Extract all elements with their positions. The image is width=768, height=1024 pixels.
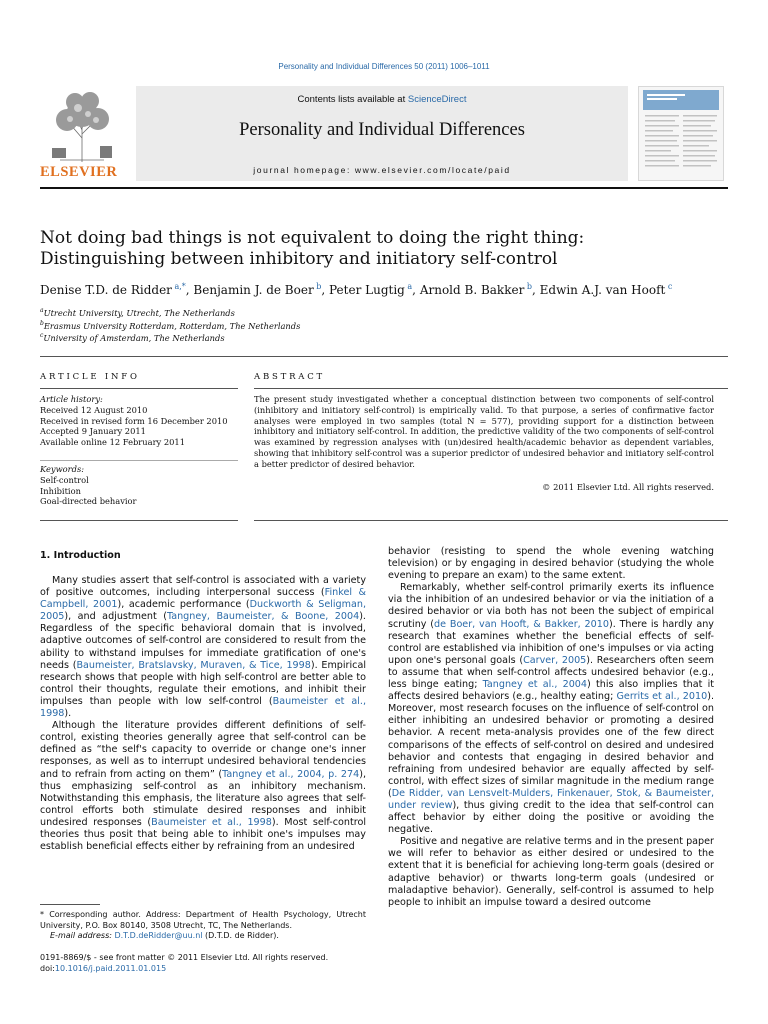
header-rule [40,187,728,189]
author-name: Peter Lugtig [329,283,405,297]
author-affiliation-mark[interactable]: a [404,282,413,291]
history-list [40,405,240,448]
email-label: E-mail address: [50,931,115,940]
paper-title-line-1: Not doing bad things is not equivalent to doing the right thing: [40,228,585,248]
journal-citation[interactable]: Personality and Individual Differences 50 (2011) 1006–1011 [278,62,490,71]
affiliation-text: University of Amsterdam, The Netherlands [43,332,225,343]
sciencedirect-link[interactable]: ScienceDirect [407,94,467,105]
author-affiliation-mark[interactable]: a,* [171,282,186,291]
issn-line: 0191-8869/$ - see front matter © 2011 Elsevier Ltd. All rights reserved. [40,953,329,962]
history-item: Available online 12 February 2011 [40,437,185,448]
citation-link[interactable]: Finkel & Campbell, 2001 [40,587,366,611]
author-separator: , [531,283,540,297]
article-info-heading: ARTICLE INFO [40,372,140,382]
text-run: ). Empirical research shows that people with high self-control are better able to control their thoughts, regulate their emotions, and inhibit their impulses than people with low self-control ( [40,659,366,707]
keywords-block [40,464,240,507]
text-run: ). [64,708,72,720]
author-separator: , [412,283,420,297]
affiliation-item [40,331,440,344]
elsevier-wordmark: ELSEVIER [40,164,118,180]
paper-title-line-2: Distinguishing between inhibitory and initiatory self-control [40,249,558,269]
email-suffix: (D.T.D. de Ridder). [202,931,279,940]
keyword-item: Self-control [40,474,89,485]
paper-title [40,228,730,270]
citation-link[interactable]: Tangney, Baumeister, & Boone, 2004 [166,611,360,623]
footnote-rule [40,904,100,905]
affiliation-text: Utrecht University, Utrecht, The Netherlands [43,307,235,318]
abstract-copyright: © 2011 Elsevier Ltd. All rights reserved. [542,482,714,492]
citation-link[interactable]: Gerrits et al., 2010 [616,691,708,703]
affiliation-item [40,319,440,332]
text-run: ). Moreover, most research focuses on the influence of self-control on either inhibiting an undesired behavior or promoting a desired behavior. A recent meta-analysis provides one of the few direct comparisons of the effects of self-control on desired and undesired behavior and contests that engaging in desired behavior and refraining from undesired behavior are equally affected by self-control, with effect sizes of similar magnitude in the medium range ( [388,691,714,799]
author-affiliation-mark[interactable]: b [524,282,532,291]
keyword-item: Goal-directed behavior [40,496,137,507]
footnote-body [40,910,366,931]
text-run: ). There is hardly any research that examines whether the beneficial effects of self-control are established via inhibition of one's impulses or via acting upon one's personal goals ( [388,618,714,666]
history-item: Accepted 9 January 2011 [40,426,146,437]
citation-link[interactable]: Tangney et al., 2004 [482,679,588,691]
journal-homepage[interactable]: journal homepage: www.elsevier.com/locate/paid [253,165,511,175]
author-separator: , [185,283,194,297]
abstract-bottom-rule [254,520,728,521]
introduction-heading: 1. Introduction [40,550,121,561]
paragraph [388,836,714,909]
affiliation-text: Erasmus University Rotterdam, Rotterdam, The Netherlands [43,320,301,331]
author-affiliation-mark[interactable]: c [665,282,673,291]
bottom-info [40,953,366,974]
paragraph [40,720,366,853]
right-column [388,546,714,909]
author-affiliation-mark[interactable]: b [313,282,322,291]
text-run: Positive and negative are relative terms and in the present paper we will refer to behavior as either desired or undesired to the extent that it is beneficial for achieving long-term goals (desired or adaptive behavior) or thwarts long-term goals (undesired or maladaptive behavior). Generally, self-control is assumed to help people to inhibit an impulse toward a desired outcome [388,836,714,908]
text-run: ). Regardless of the specific behavioral domain that is involved, adaptive outcomes of self-control are considered to result from the ability to withstand impulses for immediate gratification of one's needs ( [40,611,366,671]
journal-title: Personality and Individual Differences [239,120,525,140]
paragraph [40,575,366,720]
affiliation-mark: b [40,319,44,327]
footnote [40,910,366,942]
abstract-text: The present study investigated whether a conceptual distinction between two components of self-control (inhibitory and initiatory self-control) is empirically valid. To that purpose, a series of confirmative factor analyses were employed in two samples (total N = 577), providing support for a distinction between inhibitory and initiatory self-control. In addition, the predictive validity of the two components of self-control was examined by regression analyses with (un)desired health/academic behavior as dependent variables, showing that inhibitory self-control was a superior predictor of undesired behavior and initiatory self-control a better predictor of desired behavior. [254,394,714,469]
citation-link[interactable]: de Boer, van Hooft, & Bakker, 2010 [434,618,609,630]
journal-cover-thumbnail-icon [638,86,724,181]
text-run: ), thus emphasizing self-control as an inhibitory mechanism. Notwithstanding this emphasis, the literature also agrees that self-control efforts both stimulate desired responses and inhibit undesired responses ( [40,768,366,828]
keywords-label: Keywords: [40,464,85,474]
text-run: ), and adjustment ( [64,611,167,623]
doi-prefix: doi: [40,963,55,973]
text-run: ). Researchers often seem to assume that when self-control affects undesired behavior (e.g., less binge eating; [388,654,715,691]
affiliation-list [40,306,440,344]
footnote-mark: * [40,910,44,919]
abstract-heading: ABSTRACT [254,372,325,382]
author-name: Arnold B. Bakker [419,283,525,297]
author-list [40,282,730,297]
text-run: ) this also implies that it affects desired behaviors (e.g., healthy eating; [388,679,714,703]
paragraph [388,546,714,582]
doi-link[interactable]: 10.1016/j.paid.2011.01.015 [54,963,167,973]
keyword-item: Inhibition [40,485,81,496]
text-run: ). Most self-control theories thus posit that being able to inhibit one's impulses may establish beneficial effects either by refraining from an undesired [40,816,366,853]
citation-link[interactable]: Tangney et al., 2004, p. 274 [222,768,360,780]
history-item: Received in revised form 16 December 2010 [40,415,228,426]
text-run: ), academic performance ( [117,599,250,611]
article-info-bottom-rule [40,520,238,521]
citation-link[interactable]: Baumeister, Bratslavsky, Muraven, & Tice, 1998 [76,659,311,671]
footnote-text: Corresponding author. Address: Department of Health Psychology, Utrecht University, P.O. Box 80140, 3508 Utrecht, TC, The Netherlands. [40,910,366,930]
text-run: Remarkably, whether self-control primarily exerts its influence via the inhibition of an undesired behavior or via the initiation of a desired behavior or via both has not been the subject of empirical scrutiny ( [388,582,714,630]
citation-link[interactable]: Duckworth & Seligman, 2005 [40,599,367,623]
section-rule [40,356,728,357]
author-separator: , [321,283,330,297]
citation-link[interactable]: Baumeister et al., 1998 [40,695,366,720]
paragraph [388,582,714,836]
article-history [40,394,240,448]
text-run: ), thus giving credit to the idea that self-control can affect behavior by either doing the positive or avoiding the negative. [388,799,715,836]
doi-line [40,964,366,975]
abstract-rule [254,388,728,389]
email-link[interactable]: D.T.D.deRidder@uu.nl [114,931,203,940]
left-column [40,575,366,853]
history-item: Received 12 August 2010 [40,404,148,415]
keywords-rule [40,460,238,461]
text-run: Many studies assert that self-control is associated with a variety of positive outcomes, including interpersonal success ( [40,575,366,599]
contents-prefix: Contents lists available at [297,94,408,105]
text-run: Although the literature provides different definitions of self-control, existing theories generally agree that self-control can be defined as “the self's capacity to override or change one's inner responses, as well as to interrupt undesired behavioral tendencies and to refrain from acting on them” ( [40,720,366,780]
author-name: Denise T.D. de Ridder [40,283,172,297]
author-name: Benjamin J. de Boer [193,283,314,297]
elsevier-tree-logo-icon [40,86,124,164]
author-name: Edwin A.J. van Hooft [539,283,666,297]
citation-link[interactable]: Carver, 2005 [523,654,587,666]
article-history-label: Article history: [40,394,103,404]
article-info-rule [40,388,238,389]
footnote-email-line [40,931,366,942]
affiliation-mark: c [40,332,44,340]
affiliation-item [40,306,440,319]
text-run: behavior (resisting to spend the whole evening watching television) or by engaging in desired behavior (studying the whole evening to prepare an exam) to the same extent. [388,546,714,582]
citation-link[interactable]: De Ridder, van Lensvelt-Mulders, Finkenauer, Stok, & Baumeister, under review [388,787,714,811]
affiliation-mark: a [40,307,44,314]
contents-line [136,94,628,105]
citation-link[interactable]: Baumeister et al., 1998 [151,816,272,828]
